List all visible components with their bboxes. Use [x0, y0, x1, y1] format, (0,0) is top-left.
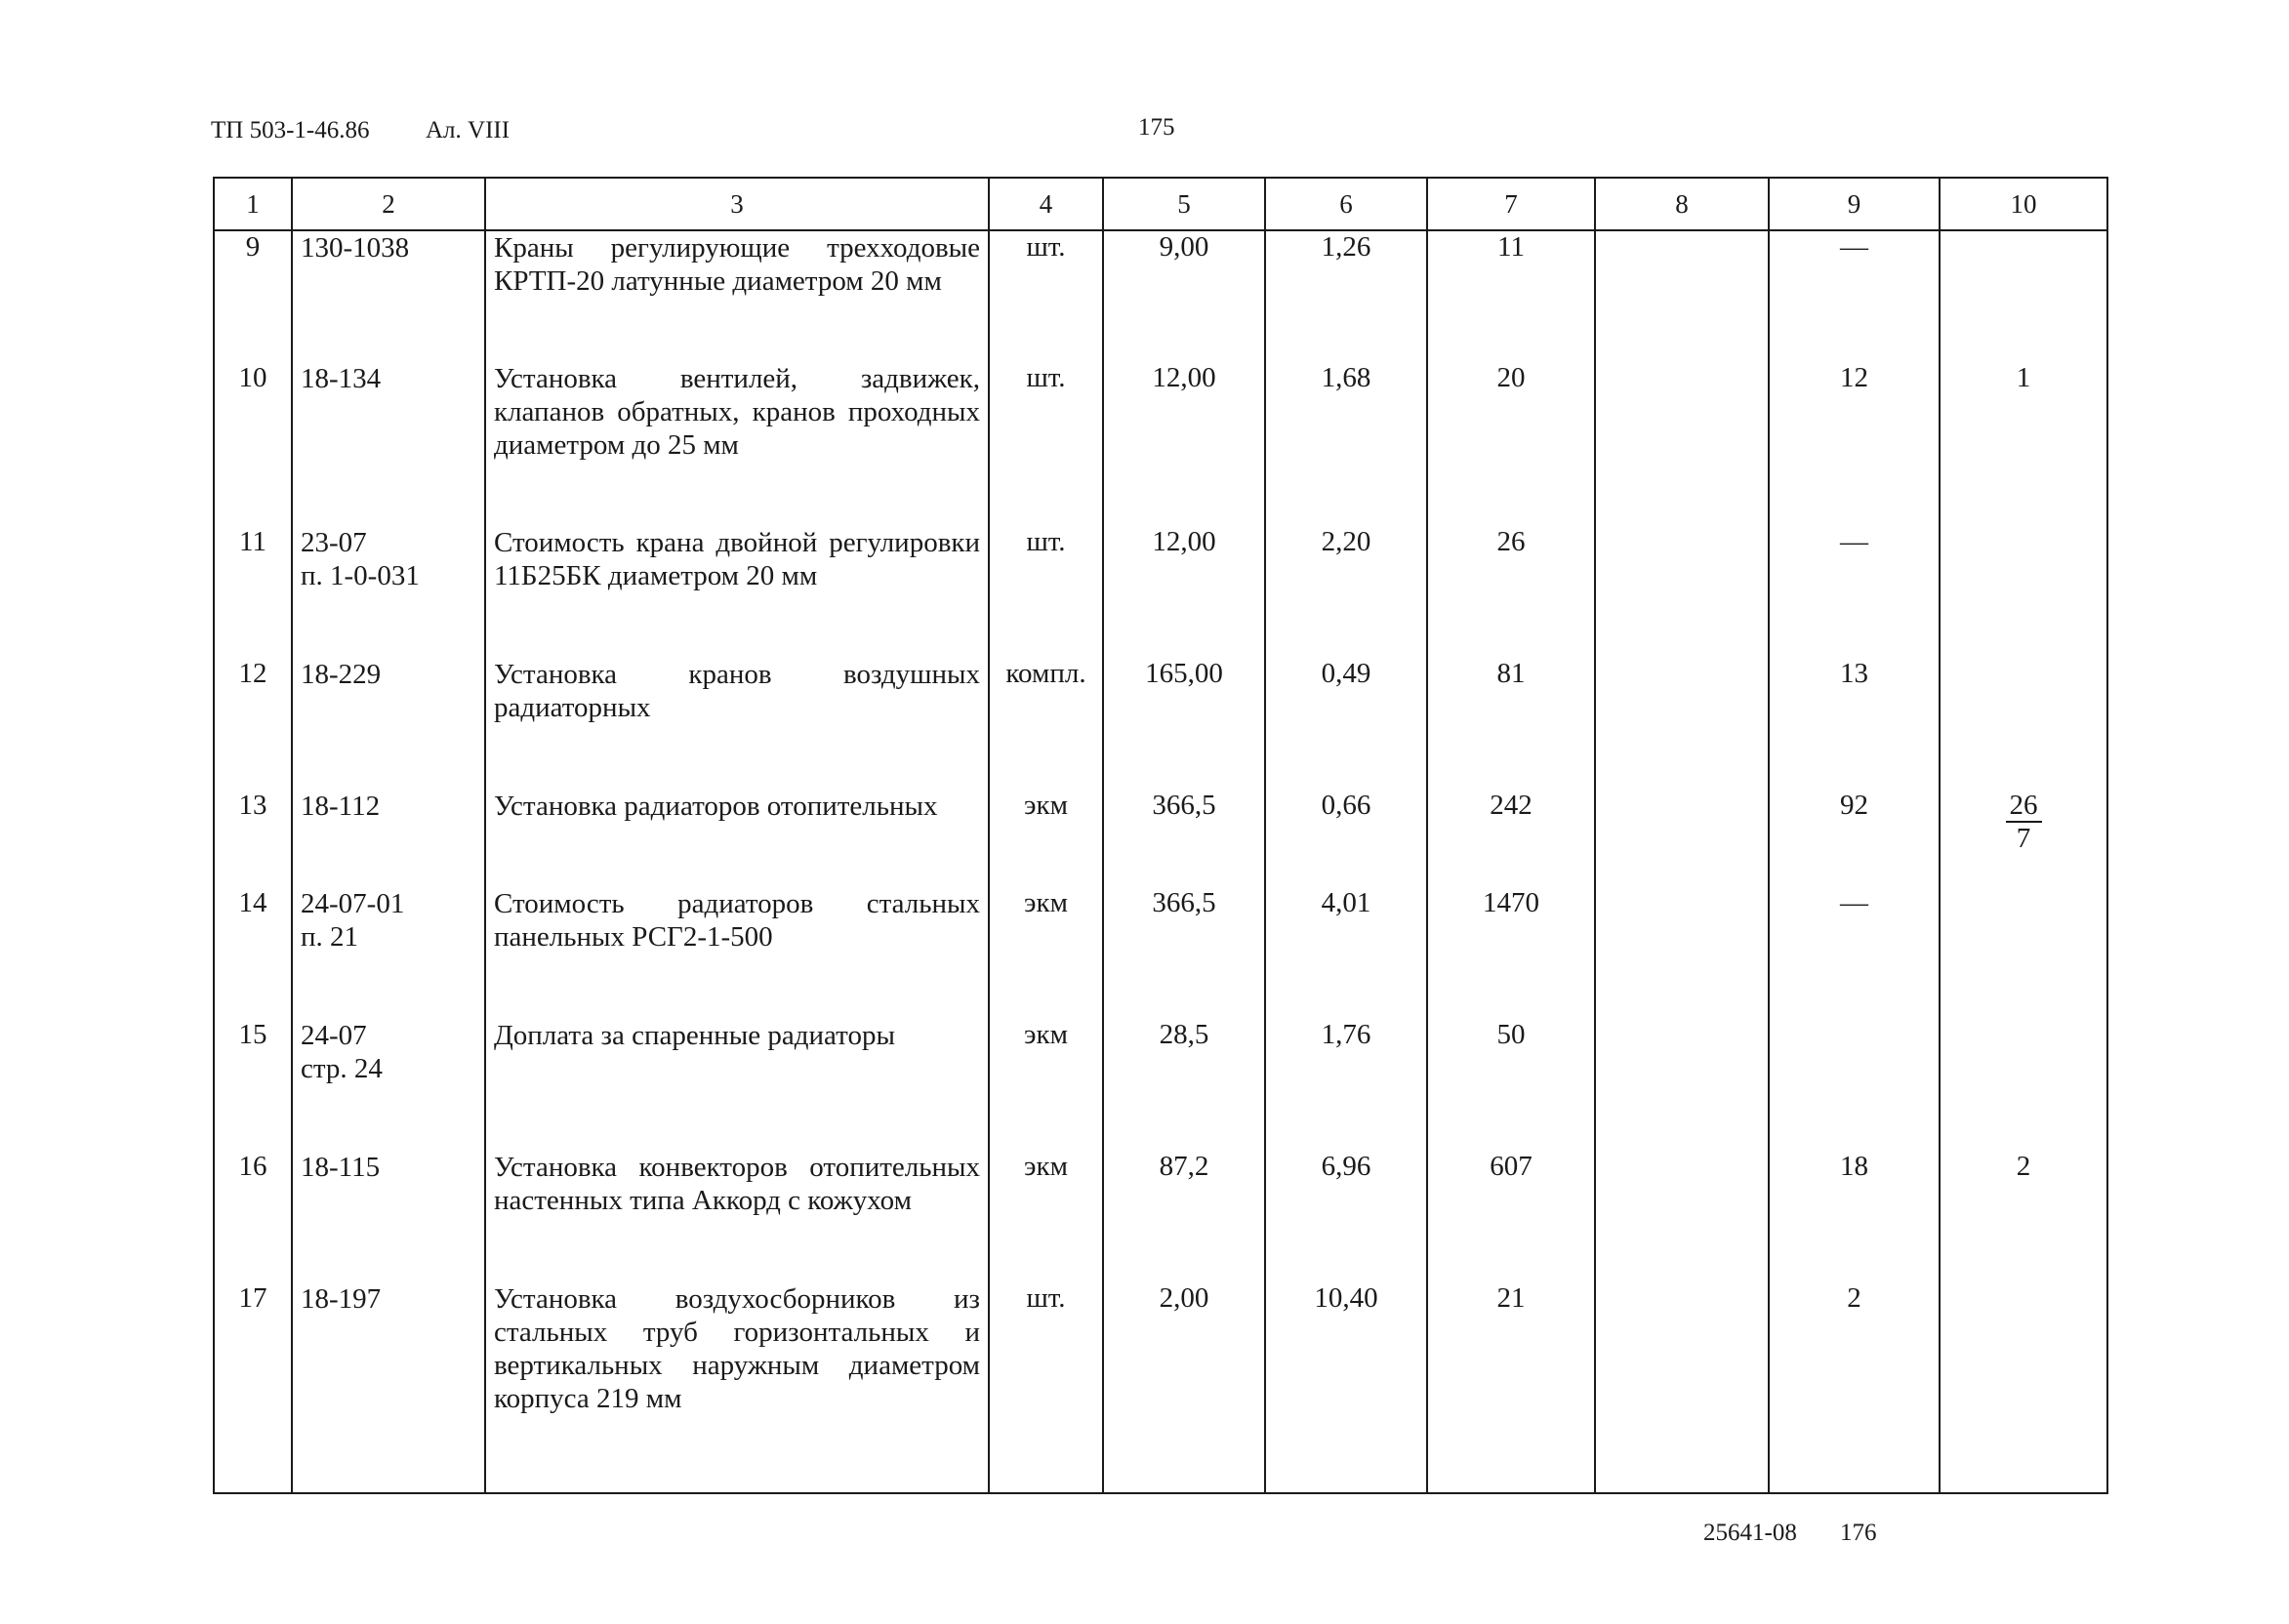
- col10-cell: [1940, 790, 2107, 887]
- total-cost-cell: 242: [1427, 790, 1595, 887]
- col9-cell: 12: [1769, 362, 1940, 526]
- unit-cell: экм: [989, 1151, 1103, 1282]
- unit-cost-cell: 4,01: [1265, 887, 1427, 1019]
- col9-cell: [1769, 1019, 1940, 1151]
- work-description: Установка радиаторов отопительных: [485, 790, 989, 887]
- quantity-cell: 2,00: [1103, 1282, 1265, 1493]
- column-header: 7: [1427, 178, 1595, 230]
- col8-cell: [1595, 230, 1769, 362]
- col9-cell: —: [1769, 887, 1940, 1019]
- norm-code: 18-134: [292, 362, 485, 526]
- footer-code: 25641-08: [1703, 1520, 1797, 1546]
- norm-code: 18-112: [292, 790, 485, 887]
- col10-cell: [1940, 526, 2107, 658]
- quantity-cell: 366,5: [1103, 790, 1265, 887]
- unit-cell: экм: [989, 790, 1103, 887]
- col10-cell: [1940, 887, 2107, 1019]
- unit-cost-cell: 10,40: [1265, 1282, 1427, 1493]
- quantity-cell: 165,00: [1103, 658, 1265, 790]
- row-number: 10: [214, 362, 292, 526]
- col8-cell: [1595, 1019, 1769, 1151]
- unit-cell: шт.: [989, 526, 1103, 658]
- row-number: 15: [214, 1019, 292, 1151]
- total-cost-cell: 607: [1427, 1151, 1595, 1282]
- column-header: 1: [214, 178, 292, 230]
- col10-cell: 1: [1940, 362, 2107, 526]
- row-number: 11: [214, 526, 292, 658]
- quantity-cell: 87,2: [1103, 1151, 1265, 1282]
- column-header: 10: [1940, 178, 2107, 230]
- album-number: Ал. VIII: [426, 117, 511, 143]
- unit-cost-cell: 2,20: [1265, 526, 1427, 658]
- unit-cost-cell: 1,76: [1265, 1019, 1427, 1151]
- norm-code: 18-115: [292, 1151, 485, 1282]
- quantity-cell: 366,5: [1103, 887, 1265, 1019]
- col10-cell: [1940, 658, 2107, 790]
- norm-code: 18-197: [292, 1282, 485, 1493]
- column-header: 3: [485, 178, 989, 230]
- table-row: [214, 1151, 2107, 1282]
- unit-cost-cell: 1,26: [1265, 230, 1427, 362]
- norm-code: 23-07 п. 1-0-031: [292, 526, 485, 658]
- col8-cell: [1595, 1151, 1769, 1282]
- col10-cell: [1940, 1019, 2107, 1151]
- norm-code: 24-07-01 п. 21: [292, 887, 485, 1019]
- table-row: [214, 230, 2107, 362]
- page-number: 175: [1138, 114, 1175, 141]
- quantity-cell: 9,00: [1103, 230, 1265, 362]
- col9-cell: 2: [1769, 1282, 1940, 1493]
- norm-code: 24-07 стр. 24: [292, 1019, 485, 1151]
- unit-cell: шт.: [989, 362, 1103, 526]
- unit-cost-cell: 1,68: [1265, 362, 1427, 526]
- total-cost-cell: 1470: [1427, 887, 1595, 1019]
- quantity-cell: 28,5: [1103, 1019, 1265, 1151]
- col8-cell: [1595, 1282, 1769, 1493]
- unit-cell: экм: [989, 1019, 1103, 1151]
- work-description: Установка конвекторов отопительных настенных типа Аккорд с кожухом: [485, 1151, 989, 1282]
- quantity-cell: 12,00: [1103, 362, 1265, 526]
- unit-cell: шт.: [989, 1282, 1103, 1493]
- column-header: 9: [1769, 178, 1940, 230]
- col9-cell: —: [1769, 230, 1940, 362]
- table-row: [214, 887, 2107, 1019]
- unit-cost-cell: 0,49: [1265, 658, 1427, 790]
- table-row: [214, 1019, 2107, 1151]
- total-cost-cell: 50: [1427, 1019, 1595, 1151]
- col9-cell: 92: [1769, 790, 1940, 887]
- work-description: Краны регулирующие трехходовые КРТП-20 латунные диаметром 20 мм: [485, 230, 989, 362]
- fraction-numerator: 26: [2006, 790, 2042, 823]
- col10-cell: [1940, 230, 2107, 362]
- table-row: [214, 790, 2107, 887]
- norm-code: 130-1038: [292, 230, 485, 362]
- unit-cell: шт.: [989, 230, 1103, 362]
- column-header: 5: [1103, 178, 1265, 230]
- table-row: [214, 362, 2107, 526]
- col9-cell: 18: [1769, 1151, 1940, 1282]
- col10-cell: 2: [1940, 1151, 2107, 1282]
- col8-cell: [1595, 658, 1769, 790]
- header-row: [214, 178, 2107, 230]
- column-header: 6: [1265, 178, 1427, 230]
- col8-cell: [1595, 526, 1769, 658]
- row-number: 17: [214, 1282, 292, 1493]
- work-description: Установка кранов воздушных радиаторных: [485, 658, 989, 790]
- column-header: 2: [292, 178, 485, 230]
- column-header: 4: [989, 178, 1103, 230]
- norm-code: 18-229: [292, 658, 485, 790]
- total-cost-cell: 11: [1427, 230, 1595, 362]
- estimate-table: [213, 177, 2108, 1494]
- col8-cell: [1595, 362, 1769, 526]
- row-number: 16: [214, 1151, 292, 1282]
- col9-cell: —: [1769, 526, 1940, 658]
- work-description: Стоимость крана двойной регулировки 11Б25БК диаметром 20 мм: [485, 526, 989, 658]
- column-header: 8: [1595, 178, 1769, 230]
- total-cost-cell: 26: [1427, 526, 1595, 658]
- unit-cost-cell: 6,96: [1265, 1151, 1427, 1282]
- unit-cell: экм: [989, 887, 1103, 1019]
- row-number: 14: [214, 887, 292, 1019]
- row-number: 12: [214, 658, 292, 790]
- work-description: Установка вентилей, задвижек, клапанов обратных, кранов проходных диаметром до 25 мм: [485, 362, 989, 526]
- unit-cost-cell: 0,66: [1265, 790, 1427, 887]
- col8-cell: [1595, 790, 1769, 887]
- total-cost-cell: 21: [1427, 1282, 1595, 1493]
- col8-cell: [1595, 887, 1769, 1019]
- table-row: [214, 526, 2107, 658]
- document-code: ТП 503-1-46.86: [211, 117, 370, 143]
- table-row: [214, 658, 2107, 790]
- col10-cell: [1940, 1282, 2107, 1493]
- work-description: Установка воздухосборников из стальных труб горизонтальных и вертикальных наружным диаметром корпуса 219 мм: [485, 1282, 989, 1493]
- total-cost-cell: 20: [1427, 362, 1595, 526]
- col9-cell: 13: [1769, 658, 1940, 790]
- fraction: [2006, 790, 2042, 854]
- unit-cell: компл.: [989, 658, 1103, 790]
- table-row: [214, 1282, 2107, 1493]
- total-cost-cell: 81: [1427, 658, 1595, 790]
- quantity-cell: 12,00: [1103, 526, 1265, 658]
- work-description: Стоимость радиаторов стальных панельных РСГ2-1-500: [485, 887, 989, 1019]
- footer-page-number: 176: [1840, 1520, 1877, 1546]
- fraction-denominator: 7: [2016, 823, 2031, 854]
- work-description: Доплата за спаренные радиаторы: [485, 1019, 989, 1151]
- row-number: 9: [214, 230, 292, 362]
- row-number: 13: [214, 790, 292, 887]
